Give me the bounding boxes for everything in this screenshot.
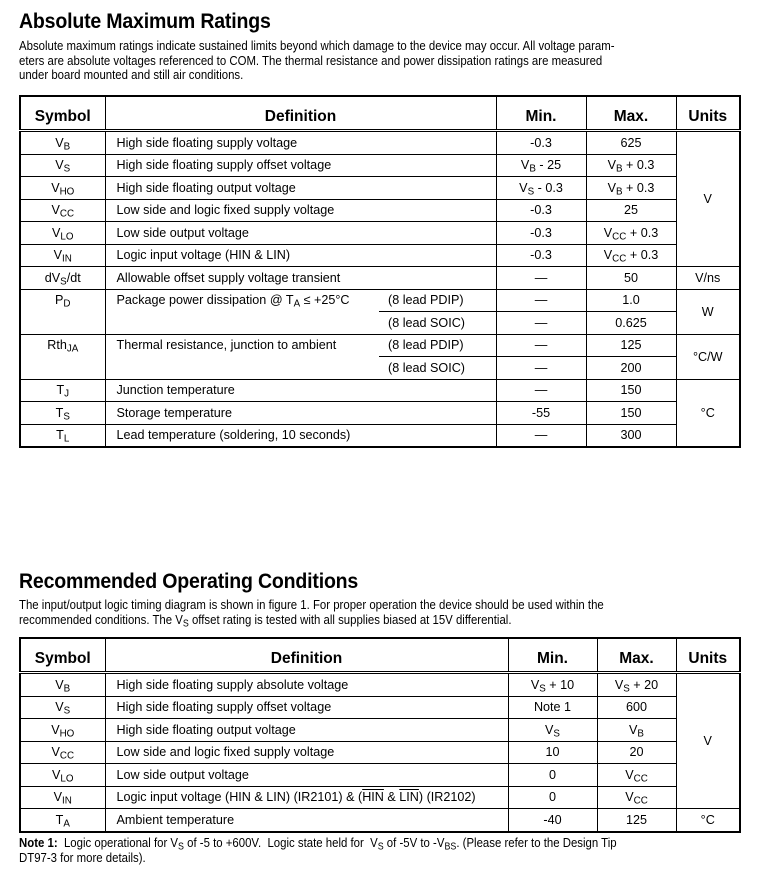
max-cell: 125 (586, 334, 676, 357)
max-cell: $V_{CC} + 0.3$ (586, 222, 676, 245)
package-cell: (8 lead SOIC) (379, 312, 496, 335)
abs-max-title: Absolute Maximum Ratings (19, 10, 271, 33)
table-row (20, 764, 740, 787)
header-units: Units (676, 96, 740, 131)
min-cell: — (496, 424, 586, 447)
header-max: Max. (597, 638, 676, 673)
max-cell: 600 (597, 696, 676, 719)
max-cell: 25 (586, 199, 676, 222)
table-row (20, 267, 740, 290)
symbol-cell: $V_{CC}$ (20, 741, 105, 764)
intro-line: Absolute maximum ratings indicate sustained limits beyond which damage to the device may occur. All voltage param- (19, 39, 615, 53)
header-min: Min. (508, 638, 597, 673)
table-row (20, 222, 740, 245)
table-row (20, 379, 740, 402)
min-cell: 0 (508, 764, 597, 787)
symbol-cell: Rth$_{JA}$ (20, 334, 105, 379)
symbol-cell: $V_{HO}$ (20, 177, 105, 200)
min-cell: -0.3 (496, 222, 586, 245)
min-cell: $V_S$ (508, 719, 597, 742)
max-cell: 300 (586, 424, 676, 447)
min-cell: Note 1 (508, 696, 597, 719)
min-cell: — (496, 312, 586, 335)
symbol-cell: $V_B$ (20, 131, 105, 155)
units-cell: °C/W (676, 334, 740, 379)
table-row (20, 719, 740, 742)
definition-cell: High side floating supply offset voltage (105, 696, 508, 719)
definition-cell: Allowable offset supply voltage transient (105, 267, 496, 290)
footnote-line: Note 1: Logic operational for $V_S$ of -5 to +600V. Logic state held for $V_S$ of -5V to $-V_{BS}$. (Please refer to the Design Tip (19, 836, 617, 853)
package-cell: (8 lead SOIC) (379, 357, 496, 380)
rec-op-title: Recommended Operating Conditions (19, 570, 359, 593)
max-cell: 1.0 (586, 289, 676, 312)
definition-cell: Low side output voltage (105, 222, 496, 245)
min-cell: — (496, 334, 586, 357)
min-cell: -0.3 (496, 244, 586, 267)
header-symbol: Symbol (20, 638, 105, 673)
symbol-cell: $T_S$ (20, 402, 105, 425)
table-row (20, 402, 740, 425)
definition-cell: High side floating output voltage (105, 719, 508, 742)
units-cell: V (676, 673, 740, 809)
table-row (20, 786, 740, 809)
table-row (20, 154, 740, 177)
symbol-cell: $T_L$ (20, 424, 105, 447)
symbol-cell: $V_S$ (20, 154, 105, 177)
table-row (20, 809, 740, 832)
definition-cell: Storage temperature (105, 402, 496, 425)
symbol-cell: $T_J$ (20, 379, 105, 402)
package-cell: (8 lead PDIP) (379, 334, 496, 357)
max-cell: 625 (586, 131, 676, 155)
footnote (19, 836, 743, 866)
symbol-cell: $V_S$ (20, 696, 105, 719)
table-row (20, 289, 740, 312)
table-header-row (20, 96, 740, 131)
max-cell: $V_S + 20$ (597, 673, 676, 697)
max-cell: $V_{CC}$ (597, 786, 676, 809)
units-cell: °C (676, 379, 740, 447)
table-row (20, 199, 740, 222)
symbol-cell: $V_{LO}$ (20, 222, 105, 245)
definition-cell: High side floating supply offset voltage (105, 154, 496, 177)
intro-line: under board mounted and still air conditions. (19, 68, 244, 83)
footnote-line: DT97-3 for more details). (19, 851, 146, 865)
max-cell: $V_{CC} + 0.3$ (586, 244, 676, 267)
header-min: Min. (496, 96, 586, 131)
table-row (20, 334, 740, 357)
symbol-cell: $V_{IN}$ (20, 786, 105, 809)
min-cell: 0 (508, 786, 597, 809)
table-row (20, 696, 740, 719)
definition-cell: Logic input voltage (HIN & LIN) (IR2101) & ($\overline{HIN}$ & $\overline{LIN}$) (IR2102) (105, 786, 508, 809)
max-cell: 125 (597, 809, 676, 832)
min-cell: $V_S + 10$ (508, 673, 597, 697)
definition-cell: Junction temperature (105, 379, 496, 402)
definition-cell: Low side output voltage (105, 764, 508, 787)
rec-op-table (19, 637, 741, 833)
max-cell: $V_B + 0.3$ (586, 177, 676, 200)
symbol-cell: $V_{LO}$ (20, 764, 105, 787)
definition-cell: High side floating output voltage (105, 177, 496, 200)
definition-cell: Ambient temperature (105, 809, 508, 832)
table-row (20, 177, 740, 200)
symbol-cell: $P_D$ (20, 289, 105, 334)
units-cell: W (676, 289, 740, 334)
definition-cell: Thermal resistance, junction to ambient (105, 334, 379, 379)
definition-cell: Lead temperature (soldering, 10 seconds) (105, 424, 496, 447)
table-row (20, 131, 740, 155)
max-cell: 0.625 (586, 312, 676, 335)
units-cell: V/ns (676, 267, 740, 290)
max-cell: 50 (586, 267, 676, 290)
max-cell: 150 (586, 379, 676, 402)
intro-line: The input/output logic timing diagram is shown in figure 1. For proper operation the device should be used within the (19, 598, 604, 612)
table-row (20, 673, 740, 697)
max-cell: 150 (586, 402, 676, 425)
min-cell: — (496, 379, 586, 402)
rec-op-intro (19, 598, 725, 630)
units-cell: °C (676, 809, 740, 832)
max-cell: 20 (597, 741, 676, 764)
definition-cell: Package power dissipation @ $T_A \le +25^\circ C$ (105, 289, 379, 334)
min-cell: — (496, 357, 586, 380)
min-cell: -0.3 (496, 199, 586, 222)
table-row (20, 424, 740, 447)
header-definition: Definition (105, 96, 496, 131)
min-cell: $V_B - 25$ (496, 154, 586, 177)
table-row (20, 244, 740, 267)
package-cell: (8 lead PDIP) (379, 289, 496, 312)
min-cell: -55 (496, 402, 586, 425)
units-cell: V (676, 131, 740, 267)
symbol-cell: $V_{HO}$ (20, 719, 105, 742)
definition-cell: Logic input voltage (HIN & LIN) (105, 244, 496, 267)
header-max: Max. (586, 96, 676, 131)
table-header-row (20, 638, 740, 673)
definition-cell: Low side and logic fixed supply voltage (105, 741, 508, 764)
min-cell: $V_S - 0.3$ (496, 177, 586, 200)
symbol-cell: $V_B$ (20, 673, 105, 697)
min-cell: — (496, 289, 586, 312)
table-row (20, 741, 740, 764)
intro-line: recommended conditions. The $V_S$ offset rating is tested with all supplies biased at 15V differential. (19, 612, 512, 630)
symbol-cell: $dV_S/dt$ (20, 267, 105, 290)
header-symbol: Symbol (20, 96, 105, 131)
abs-max-table (19, 95, 741, 448)
abs-max-intro (19, 39, 725, 83)
max-cell: 200 (586, 357, 676, 380)
max-cell: $V_B$ (597, 719, 676, 742)
min-cell: — (496, 267, 586, 290)
header-units: Units (676, 638, 740, 673)
min-cell: 10 (508, 741, 597, 764)
max-cell: $V_{CC}$ (597, 764, 676, 787)
min-cell: -0.3 (496, 131, 586, 155)
definition-cell: High side floating supply absolute voltage (105, 673, 508, 697)
max-cell: $V_B + 0.3$ (586, 154, 676, 177)
symbol-cell: $V_{IN}$ (20, 244, 105, 267)
min-cell: -40 (508, 809, 597, 832)
symbol-cell: $V_{CC}$ (20, 199, 105, 222)
definition-cell: High side floating supply voltage (105, 131, 496, 155)
header-definition: Definition (105, 638, 508, 673)
intro-line: eters are absolute voltages referenced to COM. The thermal resistance and power dissipation ratings are measured (19, 53, 603, 68)
definition-cell: Low side and logic fixed supply voltage (105, 199, 496, 222)
symbol-cell: $T_A$ (20, 809, 105, 832)
